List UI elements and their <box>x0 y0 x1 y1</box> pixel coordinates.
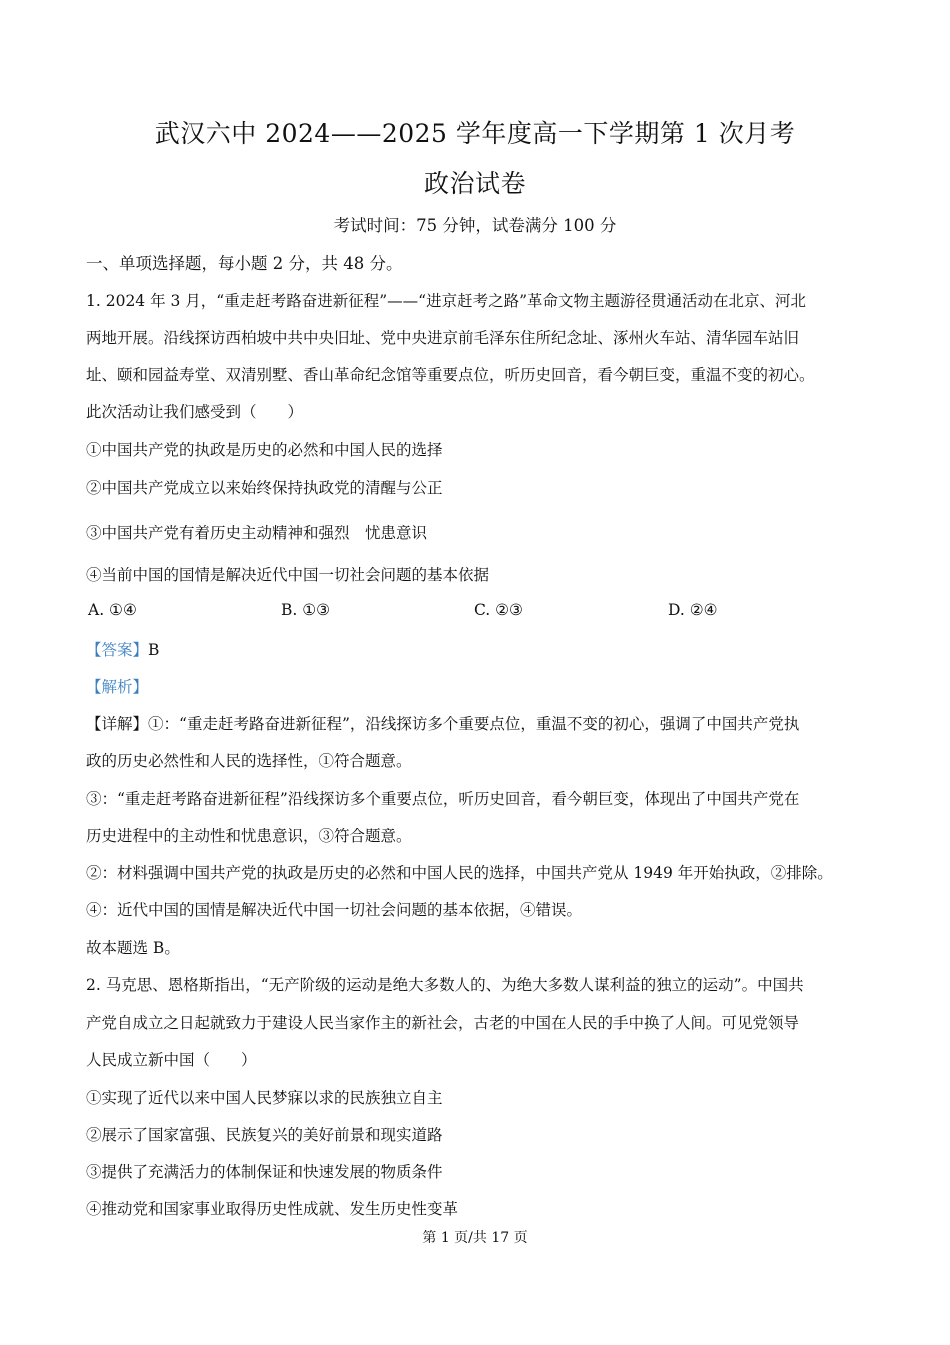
q1-answer <box>86 638 159 660</box>
q1-analysis-tag <box>86 675 148 697</box>
q1-stem-line: 此次活动让我们感受到（ ） <box>86 403 304 421</box>
analysis-tag: 【解析】 <box>86 678 149 696</box>
exam-title: 武汉六中 2024——2025 学年度高一下学期第 1 次月考 <box>154 119 796 148</box>
q2-item: ③提供了充满活力的体制保证和快速发展的物质条件 <box>86 1163 443 1181</box>
q1-option-b: B. ①③ <box>281 601 331 619</box>
q1-option-c: C. ②③ <box>474 601 523 619</box>
section-heading: 一、单项选择题，每小题 2 分，共 48 分。 <box>86 254 403 273</box>
q1-detail-line: ②：材料强调中国共产党的执政是历史的必然和中国人民的选择，中国共产党从 1949 年开始执政，②排除。 <box>86 864 833 882</box>
q1-option-a: A. ①④ <box>88 601 137 619</box>
q1-item: ③中国共产党有着历史主动精神和强烈 忧患意识 <box>86 524 428 542</box>
q2-stem-line: 产党自成立之日起就致力于建设人民当家作主的新社会，古老的中国在人民的手中换了人间。可见党领导 <box>86 1014 800 1032</box>
page-footer: 第 1 页/共 17 页 <box>422 1230 528 1246</box>
q1-detail-line: 政的历史必然性和人民的选择性，①符合题意。 <box>86 752 412 770</box>
q1-option-d: D. ②④ <box>668 601 718 619</box>
q1-detail-line: 历史进程中的主动性和忧患意识，③符合题意。 <box>86 827 412 845</box>
q2-item: ④推动党和国家事业取得历史性成就、发生历史性变革 <box>86 1200 459 1218</box>
q1-item: ②中国共产党成立以来始终保持执政党的清醒与公正 <box>86 479 443 497</box>
q1-detail-line <box>86 712 799 734</box>
answer-tag: 【答案】 <box>86 641 149 659</box>
q1-stem-line: 两地开展。沿线探访西柏坡中共中央旧址、党中央进京前毛泽东住所纪念址、涿州火车站、清华园车站旧 <box>86 329 800 347</box>
q1-detail-line: ③：“重走赶考路奋进新征程”沿线探访多个重要点位，听历史回音，看今朝巨变，体现出了中国共产党在 <box>86 790 800 808</box>
q1-conclusion: 故本题选 B。 <box>86 939 180 957</box>
q2-stem-line: 2. 马克思、恩格斯指出，“无产阶级的运动是绝大多数人的、为绝大多数人谋利益的独立的运动”。中国共 <box>86 976 804 994</box>
exam-subject-title: 政治试卷 <box>423 169 526 198</box>
detail-text: ①：“重走赶考路奋进新征程”，沿线探访多个重要点位，重温不变的初心，强调了中国共产党执 <box>148 715 800 733</box>
q1-stem-line: 址、颐和园益寿堂、双清别墅、香山革命纪念馆等重要点位，听历史回音，看今朝巨变，重温不变的初心。 <box>86 366 815 384</box>
answer-value: B <box>148 641 160 659</box>
detail-tag: 【详解】 <box>86 715 149 733</box>
q2-item: ②展示了国家富强、民族复兴的美好前景和现实道路 <box>86 1126 443 1144</box>
q1-item: ④当前中国的国情是解决近代中国一切社会问题的基本依据 <box>86 566 490 584</box>
q1-detail-line: ④：近代中国的国情是解决近代中国一切社会问题的基本依据，④错误。 <box>86 901 583 919</box>
q1-stem-line: 1. 2024 年 3 月，“重走赶考路奋进新征程”——“进京赶考之路”革命文物主题游径贯通活动在北京、河北 <box>86 292 807 310</box>
q2-item: ①实现了近代以来中国人民梦寐以求的民族独立自主 <box>86 1089 443 1107</box>
q1-item: ①中国共产党的执政是历史的必然和中国人民的选择 <box>86 441 443 459</box>
q2-stem-line: 人民成立新中国（ ） <box>86 1051 257 1069</box>
exam-info: 考试时间：75 分钟，试卷满分 100 分 <box>333 216 617 235</box>
